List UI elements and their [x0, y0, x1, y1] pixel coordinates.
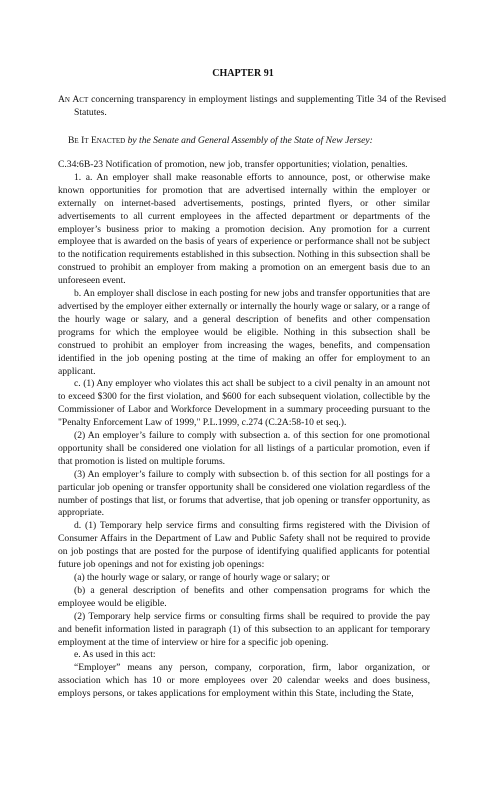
- paragraph-1d2: (2) Temporary help service firms or consulting firms shall be required to provide the pay and benefit information listed in paragraph (1) of this subsection to an applicant for temporary employment at the time of interview or hire for a specific job opening.: [58, 610, 430, 648]
- enacting-clause: [68, 135, 430, 148]
- enacted-lead: Be It Enacted: [68, 135, 126, 146]
- paragraph-1c2: (2) An employer’s failure to comply with subsection a. of this section for one promotional opportunity shall be considered one violation for all listings of a particular promotion, even if that promotion is listed on multiple forums.: [58, 430, 430, 467]
- paragraph-1d1a: (a) the hourly wage or salary, or range of hourly wage or salary; or: [74, 572, 330, 583]
- section-citation: C.34:6B-23 Notification of promotion, new job, transfer opportunities; violation, penalties.: [58, 159, 408, 170]
- definition-employer: “Employer” means any person, company, corporation, firm, labor organization, or association which has 10 or more employees over 20 calendar weeks and does business, employs persons, or takes applications for employment within this State, including the State,: [58, 662, 430, 700]
- paragraph-1c1: c. (1) Any employer who violates this act shall be subject to a civil penalty in an amount not to exceed $300 for the first violation, and $600 for each subsequent violation, collectible by the Commissioner of Labor and Workforce Development in a summary proceeding pursuant to the "Penalty Enforcement Law of 1999," P.L.1999, c.274 (C.2A:58-10 et seq.).: [58, 378, 430, 429]
- act-description: concerning transparency in employment listings and supplementing Title 34 of the Revised Statutes.: [74, 94, 446, 118]
- paragraph-1e: e. As used in this act:: [74, 649, 156, 661]
- statute-body: [58, 159, 430, 701]
- paragraph-1d1: d. (1) Temporary help service firms and consulting firms registered with the Division of Consumer Affairs in the Department of Law and Public Safety shall not be required to provide on job postings that are posted for the purpose of identifying qualified applicants for potential future job openings and not for existing job openings:: [58, 520, 430, 571]
- enacted-text: by the Senate and General Assembly of the State of New Jersey:: [125, 135, 373, 146]
- act-lead: An Act: [58, 94, 89, 105]
- paragraph-1a: 1. a. An employer shall make reasonable efforts to announce, post, or otherwise make known opportunities for promotion that are advertised internally within the employer or externally on internet-based advertisements, postings, printed flyers, or other similar advertisements to all current employees in the affected department or departments of the employer’s business prior to making a promotion decision. Any promotion for a current employee that is awarded on the basis of years of experience or performance shall not be subject to the notification requirements established in this subsection. Nothing in this subsection shall be construed to prohibit an employer from making a promotion on an emergent basis due to an unforeseen event.: [58, 171, 430, 287]
- paragraph-1c3: (3) An employer’s failure to comply with subsection b. of this section for all postings for a particular job opening or transfer opportunity shall be considered one violation regardless of the number of postings that list, or forums that advertise, that job opening or transfer opportunity, as appropriate.: [58, 468, 430, 519]
- paragraph-1b: b. An employer shall disclose in each posting for new jobs and transfer opportunities that are advertised by the employer either externally or internally the hourly wage or salary, or a range of the hourly wage or salary, and a general description of benefits and other compensation programs for which the employee would be eligible. Nothing in this subsection shall be construed to prohibit an employer from increasing the wages, benefits, and compensation identified in the job opening posting at the time of making an offer for employment to an applicant.: [58, 288, 430, 377]
- chapter-heading: CHAPTER 91: [212, 68, 274, 79]
- paragraph-1d1b: (b) a general description of benefits and other compensation programs for which the employee would be eligible.: [58, 584, 430, 609]
- act-title: [58, 94, 446, 120]
